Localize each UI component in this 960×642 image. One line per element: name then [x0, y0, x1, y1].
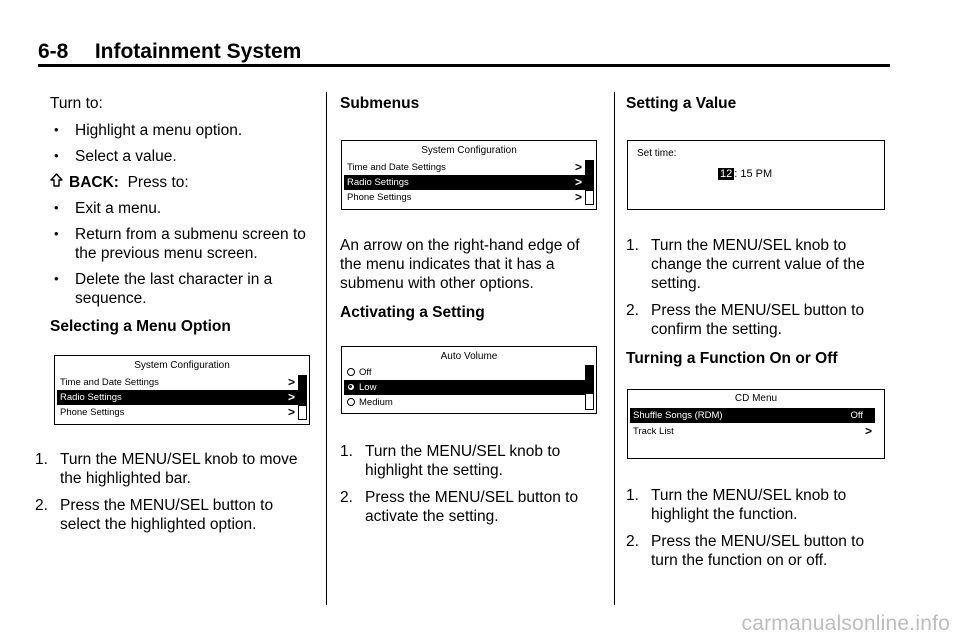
- bullet-item: • Return from a submenu screen to the previous menu screen.: [54, 226, 306, 262]
- screen-title: CD Menu: [734, 393, 778, 404]
- header-rule: [38, 64, 890, 67]
- selecting-heading: Selecting a Menu Option: [50, 318, 231, 335]
- time-value: [718, 168, 772, 180]
- time-rest: : 15 PM: [734, 168, 773, 180]
- chevron-right-icon: >: [574, 175, 582, 189]
- chevron-right-icon: >: [287, 390, 295, 404]
- step-item: 2. Press the MENU/SEL button to turn the function on or off.: [626, 533, 865, 569]
- menu-row: Time and Date Settings >: [347, 160, 582, 174]
- setting-value: Off: [850, 410, 863, 421]
- column-3-steps-2: [626, 486, 890, 570]
- option-row: Medium: [344, 395, 585, 410]
- screen-title: System Configuration: [134, 360, 230, 371]
- screen-system-configuration: [54, 355, 310, 425]
- back-line: [50, 173, 312, 192]
- hour-field-selected: 12: [720, 168, 733, 180]
- screen-set-time: [627, 140, 885, 210]
- step-item: 1. Turn the MENU/SEL knob to change the current value of the setting.: [626, 237, 865, 292]
- set-time-label: Set time:: [637, 148, 677, 159]
- menu-row-selected: Shuffle Songs (RDM) Off: [630, 408, 875, 423]
- back-label: BACK:: [69, 174, 119, 191]
- step-item: 2. Press the MENU/SEL button to select the highlighted option.: [35, 497, 274, 533]
- step-item: 1. Turn the MENU/SEL knob to move the highlighted bar.: [35, 451, 298, 487]
- submenus-heading: Submenus: [340, 95, 420, 112]
- column-1: [50, 92, 312, 336]
- chevron-right-icon: >: [574, 190, 582, 204]
- chevron-right-icon: >: [574, 160, 582, 174]
- back-arrow-icon: [50, 173, 64, 192]
- column-1-steps: [35, 450, 305, 534]
- menu-row: Phone Settings >: [347, 190, 582, 204]
- bullet-item: • Highlight a menu option.: [54, 122, 243, 139]
- radio-selected-icon: [347, 383, 355, 391]
- scrollbar: [585, 365, 594, 410]
- radio-icon: [347, 368, 355, 376]
- column-divider-1: [326, 92, 327, 605]
- scrollbar: [298, 375, 307, 420]
- page-title: Infotainment System: [94, 40, 302, 63]
- turn-to-text: Turn to:: [50, 95, 103, 112]
- screen-system-configuration-submenu: [341, 140, 597, 210]
- column-2-steps: [340, 442, 610, 526]
- arrow-explanation: An arrow on the right-hand edge of the menu indicates that it has a submenu with other options.: [340, 237, 580, 292]
- column-3-steps: [626, 236, 890, 368]
- step-item: 1. Turn the MENU/SEL knob to highlight the function.: [626, 487, 847, 523]
- chevron-right-icon: >: [864, 424, 872, 438]
- menu-row: Phone Settings >: [60, 405, 295, 419]
- activating-heading: Activating a Setting: [340, 304, 485, 321]
- step-item: 1. Turn the MENU/SEL knob to highlight the setting.: [340, 443, 561, 479]
- step-item: 2. Press the MENU/SEL button to confirm the setting.: [626, 302, 865, 338]
- screen-cd-menu: [627, 389, 885, 459]
- column-2: [340, 92, 602, 113]
- column-2-middle: [340, 236, 605, 322]
- chevron-right-icon: >: [287, 405, 295, 419]
- option-row: Off: [344, 365, 585, 380]
- menu-row-selected: Radio Settings >: [344, 175, 585, 190]
- menu-row: Track List >: [633, 424, 872, 438]
- screen-title: Auto Volume: [440, 351, 498, 362]
- column-3: [626, 92, 888, 113]
- page-header: [38, 40, 890, 64]
- turning-heading: Turning a Function On or Off: [626, 350, 838, 367]
- menu-row-selected: Radio Settings >: [57, 390, 298, 405]
- setting-value-heading: Setting a Value: [626, 95, 737, 112]
- back-text: Press to:: [127, 174, 189, 191]
- menu-row: Time and Date Settings >: [60, 375, 295, 389]
- screen-auto-volume: [341, 346, 597, 414]
- chevron-right-icon: >: [287, 375, 295, 389]
- bullet-item: • Exit a menu.: [54, 200, 162, 217]
- watermark: carmanualsonline.info: [741, 612, 950, 635]
- radio-icon: [347, 398, 355, 406]
- option-row-selected: Low: [344, 380, 585, 395]
- screen-title: System Configuration: [421, 145, 517, 156]
- step-item: 2. Press the MENU/SEL button to activate the setting.: [340, 489, 579, 525]
- page-number: 6-8: [38, 40, 69, 63]
- column-divider-2: [614, 92, 615, 605]
- bullet-item: • Delete the last character in a sequence.: [54, 271, 273, 307]
- bullet-item: • Select a value.: [54, 148, 177, 165]
- scrollbar: [585, 160, 594, 205]
